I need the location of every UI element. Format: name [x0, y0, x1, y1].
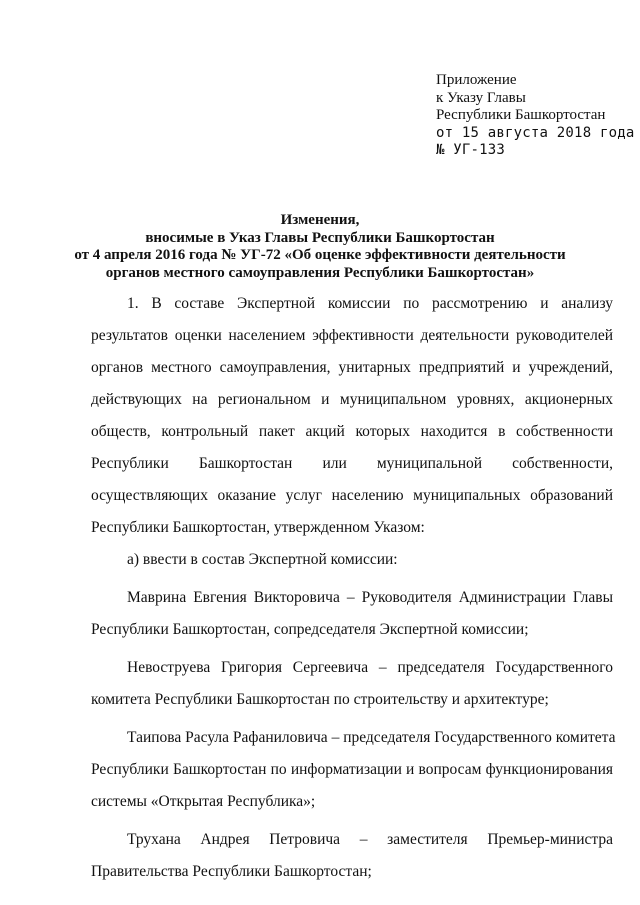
- paragraph-5-line-1: Таипова Расула Рафаниловича – председателя Государственного комитета: [127, 729, 616, 746]
- paragraph-1-line-7: осуществляющих оказание услуг населению муниципальных образований: [91, 487, 613, 504]
- paragraph-1-line-4: действующих на региональном и муниципальном уровнях, акционерных: [91, 391, 613, 408]
- paragraph-6-line-2: Правительства Республики Башкортостан;: [91, 863, 372, 880]
- paragraph-5-line-3: системы «Открытая Республика»;: [91, 793, 316, 810]
- paragraph-1-line-3: органов местного самоуправления, унитарных предприятий и учреждений,: [91, 359, 613, 376]
- paragraph-6-line-1: Трухана Андрея Петровича – заместителя Премьер-министра: [127, 831, 613, 848]
- paragraph-3-line-1: Маврина Евгения Викторовича – Руководителя Администрации Главы: [127, 589, 613, 606]
- paragraph-3-line-2: Республики Башкортостан, сопредседателя Экспертной комиссии;: [91, 621, 529, 638]
- title-line-3: от 4 апреля 2016 года № УГ-72 «Об оценке эффективности деятельности: [74, 247, 566, 263]
- appendix-block: [436, 72, 635, 160]
- title-line-4: органов местного самоуправления Республики Башкортостан»: [105, 264, 535, 281]
- paragraph-1-line-1: 1. В составе Экспертной комиссии по рассмотрению и анализу: [127, 295, 613, 312]
- paragraph-1-line-8: Республики Башкортостан, утвержденном Указом:: [91, 519, 425, 536]
- title-line-1: Изменения,: [280, 212, 360, 228]
- paragraph-2-line-1: а) ввести в состав Экспертной комиссии:: [127, 551, 398, 568]
- paragraph-1-line-5: обществ, контрольный пакет акций которых находится в собственности: [91, 423, 613, 440]
- appendix-republic: Республики Башкортостан: [436, 107, 606, 123]
- paragraph-1-line-6: Республики Башкортостан или муниципальной собственности,: [91, 455, 613, 472]
- document-title: [60, 212, 580, 282]
- appendix-number: № УГ-133: [436, 142, 506, 158]
- appendix-date: от 15 августа 2018 года: [436, 124, 635, 141]
- paragraph-5-line-2: Республики Башкортостан по информатизации и вопросам функционирования: [91, 761, 613, 778]
- title-line-2: вносимые в Указ Главы Республики Башкортостан: [145, 229, 495, 246]
- appendix-title: Приложение: [436, 72, 517, 88]
- appendix-reference: к Указу Главы: [436, 89, 526, 106]
- paragraph-4-line-1: Невоструева Григория Сергеевича – председателя Государственного: [127, 659, 613, 676]
- paragraph-1-line-2: результатов оценки населением эффективности деятельности руководителей: [91, 327, 613, 344]
- paragraph-4-line-2: комитета Республики Башкортостан по строительству и архитектуре;: [91, 691, 549, 708]
